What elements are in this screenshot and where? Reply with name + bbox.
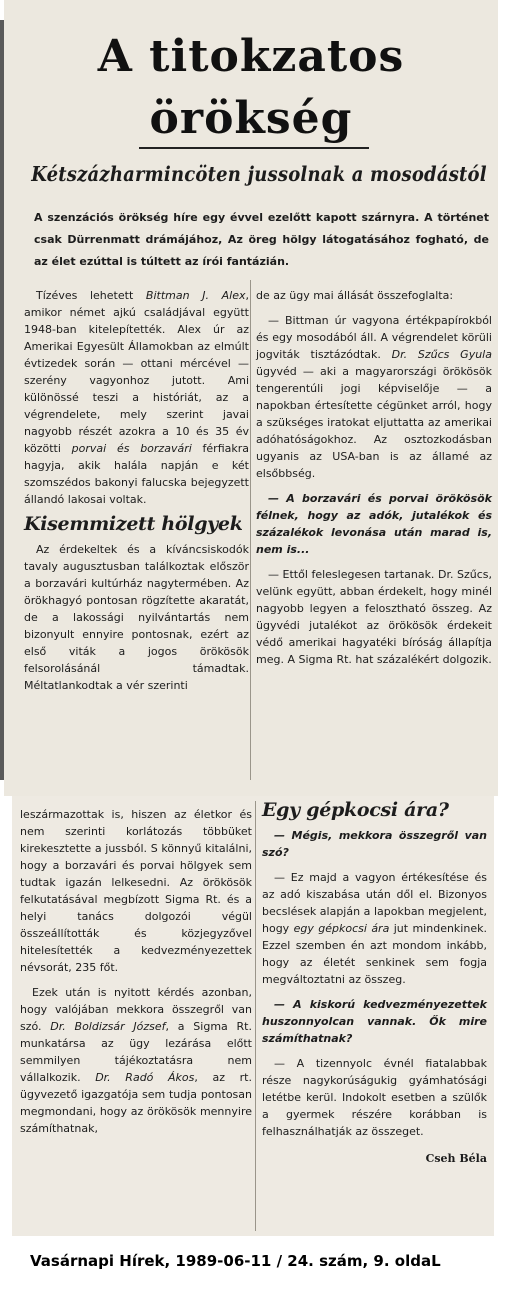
column-rule: [250, 280, 251, 780]
article-lead: [34, 207, 489, 273]
question: — Mégis, mekkora összegről van szó?: [262, 829, 487, 859]
paragraph: [24, 287, 249, 508]
column-4: [262, 798, 487, 1167]
name-text: Dr. Boldizsár József: [50, 1020, 166, 1033]
emphasis-text: egy gépkocsi ára: [293, 922, 390, 935]
text: Ezek után is nyitott kérdés azonban, hogy valójában mekkora összegről van szó.: [20, 986, 252, 1033]
article-title-line1: A titokzatos: [97, 31, 405, 82]
column-2: [256, 287, 492, 676]
paragraph: [20, 984, 252, 1137]
text: jut mindenkinek. Ezzel szemben én azt mondom inkább, hogy az életét senkinek sem fogja megváltoztatni az összeg.: [262, 922, 487, 986]
paragraph: [262, 869, 487, 988]
place-text: porvai és borzavári: [71, 442, 192, 455]
paragraph: [256, 312, 492, 482]
question: — A borzavári és porvai örökösök félnek, hogy az adók, jutalékok és százalékok levonása után marad is, nem is...: [256, 492, 492, 556]
name-text: Bittman J. Alex: [145, 289, 246, 302]
paragraph: — Ettől feleslegesen tartanak. Dr. Szűcs, velünk együtt, abban érdekelt, hogy minél nagyobb legyen a felosztható összeg. Az ügyvédi jutalékot az örökösök érdekeit védő amerikai hagyatéki bíróság állapítja meg. A Sigma Rt. hat százalékért dolgozik.: [256, 568, 492, 666]
paragraph: de az ügy mai állását összefoglalta:: [256, 289, 454, 302]
article-subtitle: Kétszázharmincöten jussolnak a mosodástól: [31, 162, 487, 187]
name-text: Dr. Szűcs Gyula: [391, 348, 492, 361]
author-byline: Cseh Béla: [425, 1152, 487, 1165]
text: ügyvéd — aki a magyarországi örökösök tengerentúli jogi képviselője — a napokban értesítette cégünket arról, hogy a szükséges iratokat eljuttatta az amerikai adóhatóságokhoz. Az osztozkodásban ugyanis az USA-ban is az államé az elsőbbség.: [256, 365, 492, 480]
title-underline: [139, 147, 369, 149]
text: — Bittman úr vagyona értékpapírokból és egy mosodából áll. A végrendelet körüli jogviták tisztázódtak.: [256, 314, 492, 361]
paragraph: Az érdekeltek és a kíváncsiskodók tavaly augusztusban találkoztak először a borzavári kultúrház nagytermében. Az örökhagyó pontosan rögzítette akaratát, de a lakossági nyilvántartás nem bizonyult ennyire pontosnak, ezért az első viták a jogos örökösök felsorolásánál támadtak. Méltatlankodtak a vér szerinti: [24, 543, 249, 692]
text: férfiakra hagyja, akik halála napján e két szomszédos bakonyi falucska bejegyzett állandó lakosai voltak.: [24, 442, 249, 506]
paragraph: leszármazottak is, hiszen az életkor és nem szerinti korlátozás többüket kirekesztette a jussból. S könnyű kitalálni, hogy a borzavári és porvai hölgyek sem tudtak igazán lelkesedni. Az örökösök felkutatásával megbízott Sigma Rt. és a helyi tanács dolgozói végül összeállították és közjegyzővel hitelesítették a kedvezményezettek névsorát, 235 főt.: [20, 808, 252, 974]
lead-text: A szenzációs örökség híre egy évvel ezelőtt kapott szárnyra. A történet csak Dürrenmatt drámájához, Az öreg hölgy látogatásához fogható, de az élet ezúttal is túltett az írói fantázián.: [34, 211, 489, 268]
clipping-top: [4, 0, 498, 796]
text: , amikor német ajkú családjával együtt 1948-ban kitelepítették. Alex úr az Amerikai Egyesült Államokban az elmúlt évtizedek során — ottani mércével — szerény vagyonhoz jutott. Ami különössé teszi a históriát, az a végrendelete, mely szerint javai nagyobb részét azokra a 10 és 35 év közötti: [24, 289, 249, 455]
text: , a Sigma Rt. munkatársa az ügy lezárása előtt semmilyen tájékoztatásra nem vállalkozik.: [20, 1020, 252, 1084]
text: Tízéves lehetett: [36, 289, 146, 302]
question: — A kiskorú kedvezményezettek huszonnyolcan vannak. Ők mire számíthatnak?: [262, 998, 487, 1045]
section-heading: Egy gépkocsi ára?: [262, 799, 449, 821]
paragraph: — A tizennyolc évnél fiatalabbak része nagykorúságukig gyámhatósági letétbe kerül. Indokolt esetben a szülők a gyermek részére korábban is felhasználhatják az összeget.: [262, 1057, 487, 1138]
column-3: [20, 806, 252, 1145]
text: , az rt. ügyvezető igazgatója sem tudja pontosan megmondani, hogy az örökösök mennyire számíthatnak,: [20, 1071, 252, 1135]
name-text: Dr. Radó Ákos: [95, 1071, 195, 1084]
column-rule: [255, 801, 256, 1231]
section-heading: Kisemmizett hölgyek: [24, 513, 243, 535]
clipping-bottom: [12, 796, 494, 1236]
source-caption: Vasárnapi Hírek, 1989-06-11 / 24. szám, 9. oldaL: [30, 1252, 441, 1270]
article-title-line2: örökség: [149, 93, 353, 144]
column-1: [24, 287, 249, 702]
text: — Ez majd a vagyon értékesítése és az adó kiszabása után dől el. Bizonyos becslések alapján a lapokban megjelent, hogy: [262, 871, 487, 935]
